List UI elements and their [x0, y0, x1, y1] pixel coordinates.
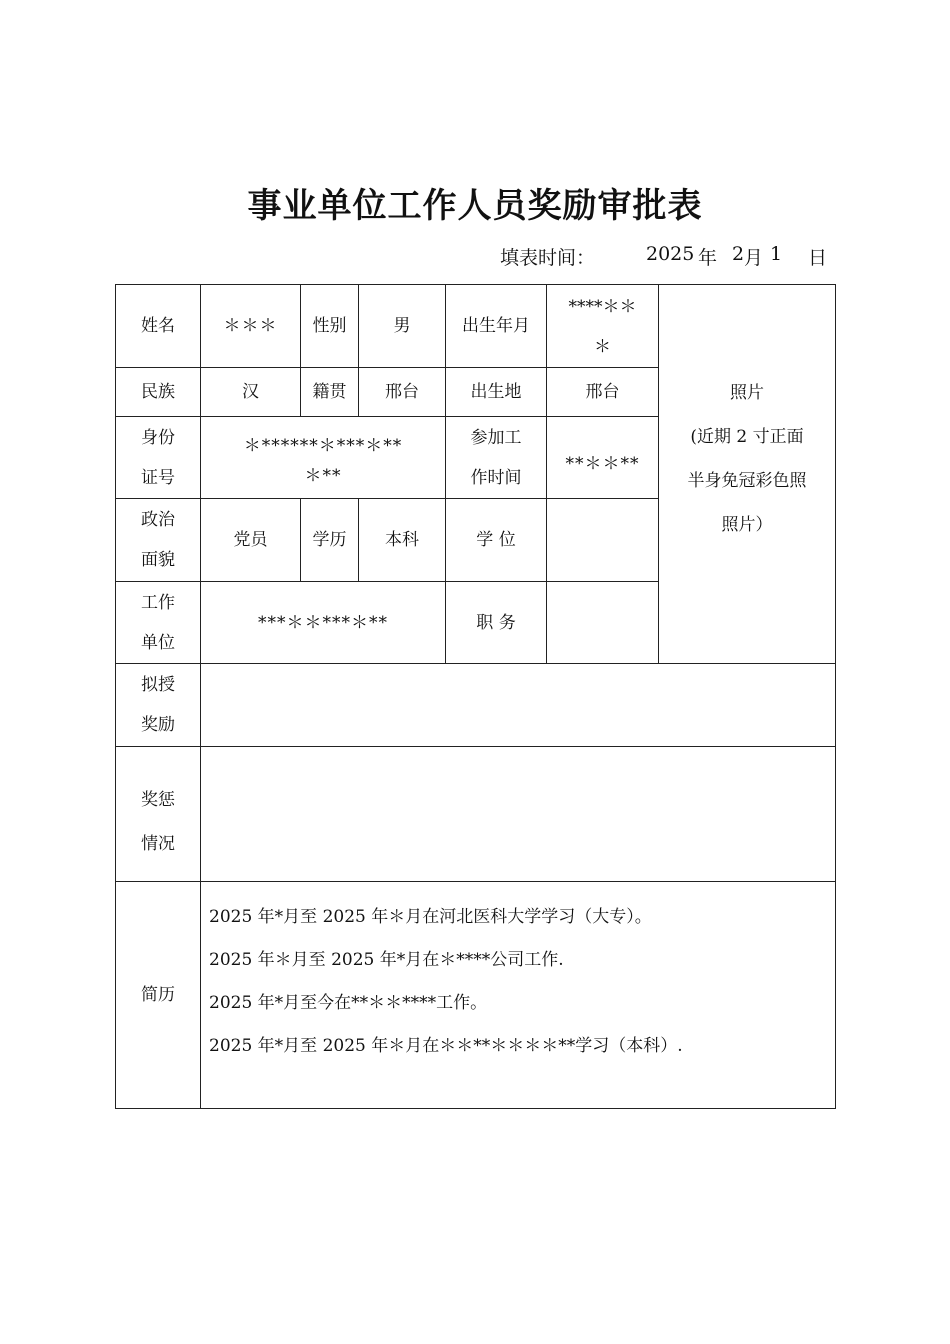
native-place-value: 邢台 — [359, 368, 446, 417]
degree-value — [547, 499, 659, 582]
employer-label-line1: 工作 — [141, 592, 175, 613]
fill-date — [500, 243, 840, 271]
fill-date-month: 2 — [732, 243, 745, 265]
resume-content — [201, 882, 836, 1109]
id-number-value-line1: ＊******＊***＊** — [243, 435, 403, 456]
birth-label: 出生年月 — [446, 285, 547, 368]
education-value: 本科 — [359, 499, 446, 582]
ethnicity-label: 民族 — [116, 368, 201, 417]
ethnicity-value: 汉 — [201, 368, 301, 417]
photo-hint-line1: (近期 2 寸正面 — [690, 427, 804, 447]
photo-cell — [659, 285, 836, 664]
birthplace-value: 邢台 — [547, 368, 659, 417]
gender-label: 性别 — [301, 285, 359, 368]
political-status-value: 党员 — [201, 499, 301, 582]
political-status-label — [116, 499, 201, 582]
rewards-record-label-line2: 情况 — [141, 834, 175, 854]
employer-value: ***＊＊***＊** — [201, 582, 446, 664]
political-status-label-line2: 面貌 — [141, 550, 175, 570]
resume-line: 2025 年*月至 2025 年＊月在河北医科大学学习（大专）。 — [209, 907, 652, 927]
rewards-record-value — [201, 747, 836, 882]
proposed-award-value — [201, 664, 836, 747]
degree-label: 学 位 — [446, 499, 547, 582]
resume-line: 2025 年＊月至 2025 年*月在＊****公司工作. — [209, 950, 564, 970]
id-number-label — [116, 417, 201, 499]
employer-label-line2: 单位 — [141, 632, 175, 653]
fill-date-year: 2025 — [646, 243, 695, 265]
employer-label — [116, 582, 201, 664]
proposed-award-label-line2: 奖励 — [141, 715, 175, 735]
proposed-award-label-line1: 拟授 — [141, 675, 175, 695]
name-label: 姓名 — [116, 285, 201, 368]
gender-value: 男 — [359, 285, 446, 368]
resume-line: 2025 年*月至今在**＊＊****工作。 — [209, 993, 488, 1013]
id-number-label-line2: 证号 — [141, 467, 175, 488]
approval-form-table — [115, 284, 836, 1109]
photo-hint-line3: 照片） — [721, 515, 773, 535]
work-start-value: **＊＊** — [547, 417, 659, 499]
id-number-label-line1: 身份 — [141, 427, 175, 448]
education-label: 学历 — [301, 499, 359, 582]
birth-value — [547, 285, 659, 368]
birth-value-line2: ＊ — [594, 337, 611, 357]
fill-date-day-unit: 日 — [808, 247, 828, 269]
proposed-award-label — [116, 664, 201, 747]
photo-label: 照片 — [730, 383, 764, 403]
work-start-label-line1: 参加工 — [470, 427, 522, 448]
fill-date-day: 1 — [770, 243, 783, 265]
birth-value-line1: ****＊＊ — [568, 297, 637, 317]
position-label: 职 务 — [446, 582, 547, 664]
work-start-label-line2: 作时间 — [470, 467, 522, 488]
id-number-value-line2: ＊** — [304, 465, 342, 486]
id-number-value — [201, 417, 446, 499]
work-start-label — [446, 417, 547, 499]
native-place-label: 籍贯 — [301, 368, 359, 417]
photo-hint-line2: 半身免冠彩色照 — [687, 471, 807, 491]
name-value: ＊＊＊ — [201, 285, 301, 368]
fill-date-month-unit: 月 — [744, 247, 764, 269]
rewards-record-label — [116, 747, 201, 882]
resume-line: 2025 年*月至 2025 年＊月在＊＊**＊＊＊＊**学习（本科）. — [209, 1036, 683, 1056]
fill-date-year-unit: 年 — [698, 247, 718, 269]
rewards-record-label-line1: 奖惩 — [141, 790, 175, 810]
political-status-label-line1: 政治 — [141, 510, 175, 530]
birthplace-label: 出生地 — [446, 368, 547, 417]
form-title: 事业单位工作人员奖励审批表 — [247, 186, 703, 226]
resume-label: 简历 — [116, 882, 201, 1109]
position-value — [547, 582, 659, 664]
fill-date-label: 填表时间： — [500, 247, 596, 269]
